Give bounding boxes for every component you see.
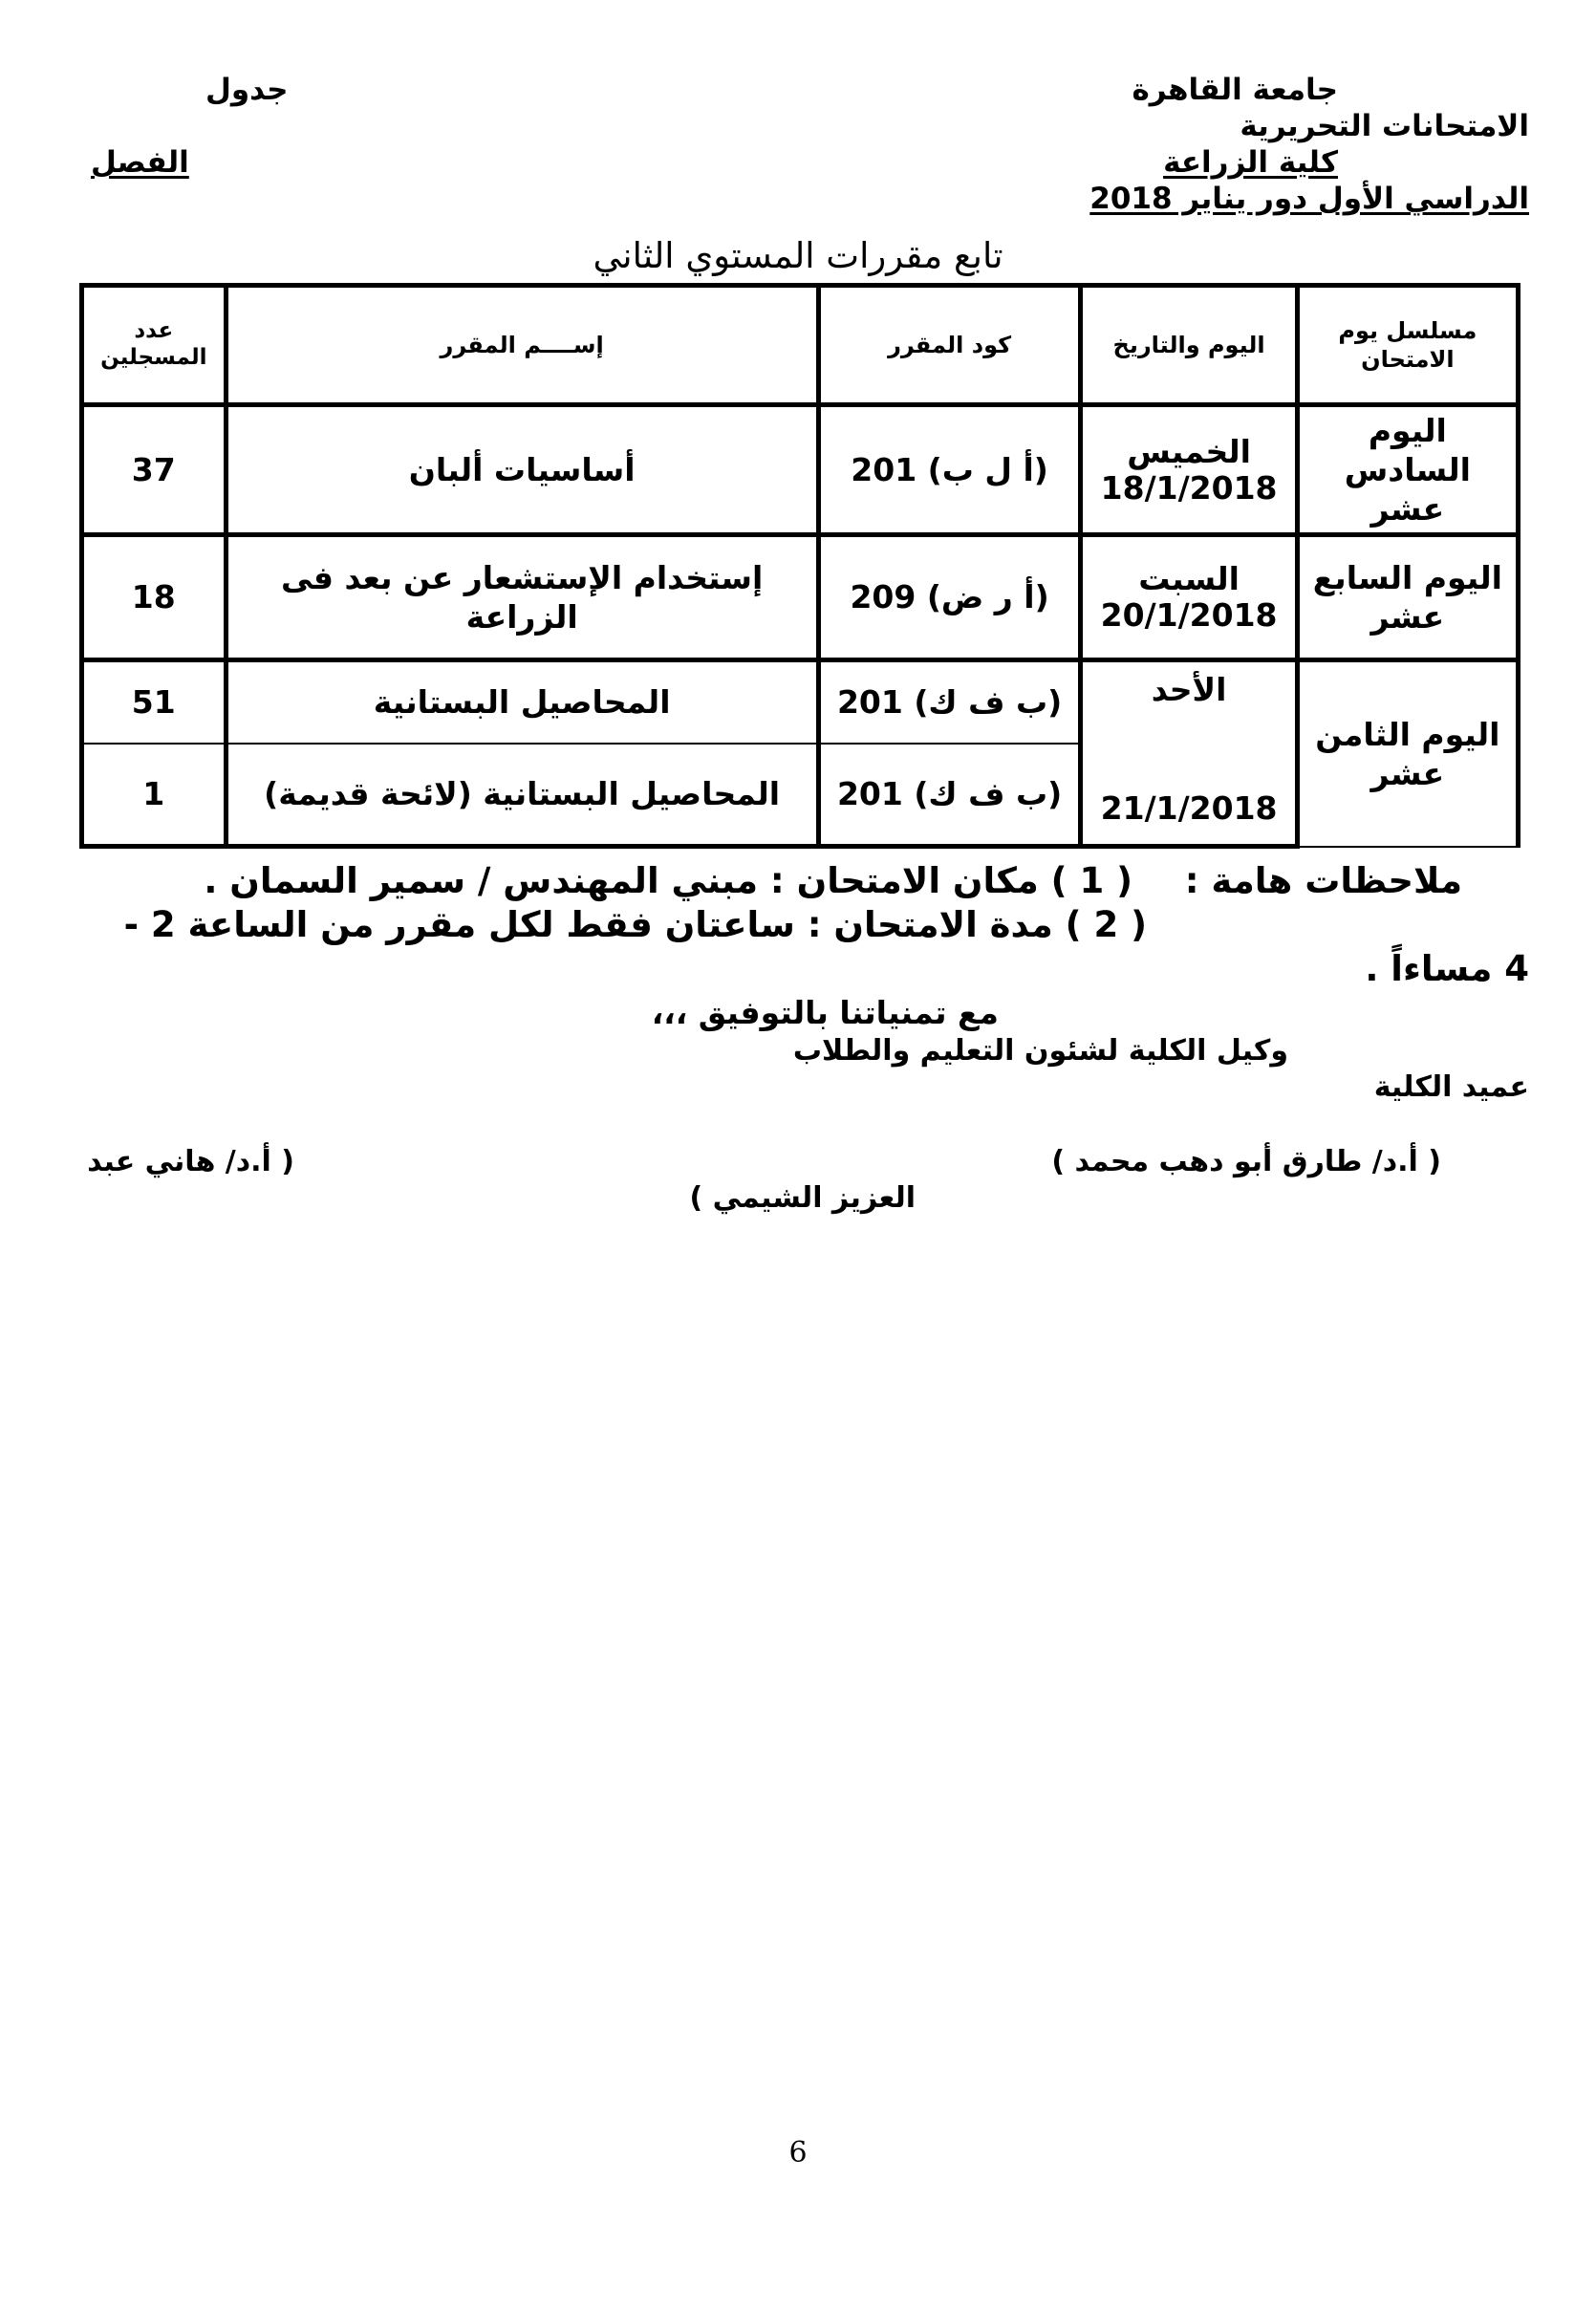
exam-date-cell xyxy=(1081,660,1297,847)
term-title: الدراسي الأول دور يناير 2018 xyxy=(1089,182,1529,216)
table-row xyxy=(82,405,1519,535)
course-name: المحاصيل البستانية xyxy=(226,660,818,745)
faculty-name: كلية الزراعة xyxy=(1163,145,1338,180)
registered-count: 1 xyxy=(82,744,226,847)
course-code: (ب ف ك) 201 xyxy=(818,744,1081,847)
course-code: (ب ف ك) 201 xyxy=(818,660,1081,745)
exams-title: الامتحانات التحريرية xyxy=(1240,109,1529,143)
table-row xyxy=(82,660,1519,745)
note-1: ( 1 ) مكان الامتحان : مبني المهندس / سمير السمان . xyxy=(204,860,1132,901)
exam-date: 18/1/2018 xyxy=(1100,468,1278,507)
vice-dean-name: ( أ.د/ طارق أبو دهب محمد ) xyxy=(1051,1145,1441,1178)
exam-schedule-table xyxy=(79,283,1521,849)
exam-date-cell xyxy=(1081,405,1297,535)
exam-date: 21/1/2018 xyxy=(1100,789,1278,828)
dean-name-part2: العزيز الشيمي ) xyxy=(689,1181,916,1215)
note-2-continued: 4 مساءاً . xyxy=(1365,948,1529,989)
exam-weekday: الخميس xyxy=(1127,432,1251,470)
registered-count: 51 xyxy=(82,660,226,745)
exam-day-serial xyxy=(1297,535,1518,660)
dean-name-part1: ( أ.د/ هاني عبد xyxy=(87,1145,294,1178)
table-header-row xyxy=(82,286,1519,405)
notes-label: ملاحظات هامة : xyxy=(1184,860,1462,901)
table-word: جدول xyxy=(205,73,289,107)
dean-title: عميد الكلية xyxy=(1373,1070,1529,1104)
exam-day-serial xyxy=(1297,660,1518,847)
exam-weekday: الأحد xyxy=(1151,671,1227,708)
note-2: ( 2 ) مدة الامتحان : ساعتان فقط لكل مقرر من الساعة 2 - xyxy=(123,904,1147,945)
page-number-text: 6 xyxy=(788,2136,808,2170)
exam-date-stack xyxy=(1089,666,1288,840)
subtitle-text: تابع مقررات المستوي الثاني xyxy=(593,235,1003,276)
vice-dean-title: وكيل الكلية لشئون التعليم والطلاب xyxy=(792,1034,1288,1068)
table-row xyxy=(82,535,1519,660)
semester-word: الفصل xyxy=(91,145,189,180)
course-code: (أ ل ب) 201 xyxy=(818,405,1081,535)
closing-greeting: مع تمنياتنا بالتوفيق ،،، xyxy=(651,994,999,1031)
course-name: إستخدام الإستشعار عن بعد فى الزراعة xyxy=(226,535,818,660)
exam-day-serial xyxy=(1297,405,1518,535)
exam-day-serial-text: اليوم السادس عشر xyxy=(1344,411,1471,529)
page-number xyxy=(0,2136,1596,2170)
header-serial: مسلسل يوم الامتحان xyxy=(1297,286,1518,405)
course-name: أساسيات ألبان xyxy=(226,405,818,535)
header-code: كود المقرر xyxy=(818,286,1081,405)
registered-count: 18 xyxy=(82,535,226,660)
university-name: جامعة القاهرة xyxy=(1132,73,1338,107)
exam-day-serial-text: اليوم السابع عشر xyxy=(1312,558,1502,636)
header-count: عدد المسجلين xyxy=(82,286,226,405)
exam-weekday: السبت xyxy=(1138,560,1240,598)
course-code: (أ ر ض) 209 xyxy=(818,535,1081,660)
header-course: إســــم المقرر xyxy=(226,286,818,405)
exam-date-cell xyxy=(1081,535,1297,660)
registered-count: 37 xyxy=(82,405,226,535)
header-date: اليوم والتاريخ xyxy=(1081,286,1297,405)
course-name: المحاصيل البستانية (لائحة قديمة) xyxy=(226,744,818,847)
subtitle xyxy=(0,235,1596,276)
exam-day-serial-text: اليوم الثامن عشر xyxy=(1315,715,1500,792)
exam-date: 20/1/2018 xyxy=(1100,596,1278,634)
